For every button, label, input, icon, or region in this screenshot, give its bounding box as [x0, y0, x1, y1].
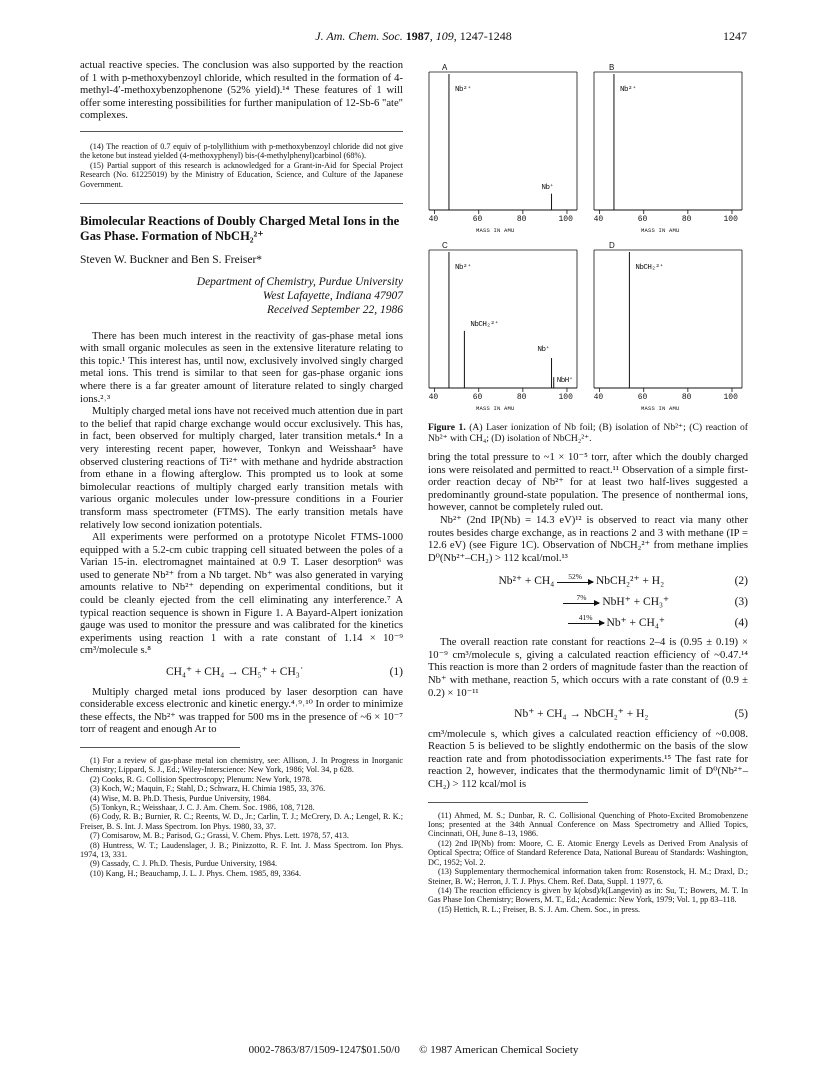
peak-label: Nb²⁺ — [454, 86, 471, 94]
reference-item: (15) Hettich, R. L.; Freiser, B. S. J. Am. Chem. Soc., in press. — [438, 904, 641, 914]
tick-label: 60 — [472, 215, 483, 224]
paragraph: All experiments were performed on a prototype Nicolet FTMS-1000 equipped with a 5.2-cm cubic trapping cell situated between the poles of a Varian 15-in. electromagnet maintained at 0.9 T. Laser desorption⁶ was used to generate Nb²⁺ from a Nb target. Nb⁺ was also generated in varying amounts relative to Nb²⁺ depending on experimental conditions, but it could be cleanly ejected from the cell eliminating any interference.⁷ A typical reaction sequence is shown in Figure 1. A Bayard-Alpert ionization gauge was used to monitor the pressure and was calibrated for the kinetics experiments using reaction 1 with a rate constant of 1.14 × 10⁻⁹ cm³/molecule s.⁸ — [80, 532, 403, 657]
equation-2: Nb²⁺ + CH₄ 52% NbCH₂²⁺ + H₂ (2) — [498, 572, 748, 588]
peak-label: NbH⁺ — [556, 377, 573, 386]
peak-label: Nb²⁺ — [619, 86, 636, 94]
tick-label: 100 — [558, 215, 573, 224]
spectrum-plot — [593, 60, 748, 230]
reference-item: (13) Supplementary thermochemical information taken from: Rosenstock, H. M.; Draxl, D.; Steiner, B. W.; Herron, J. T. J. Phys. Chem. Ref. Data, Suppl. 1 1977, 6. — [428, 867, 748, 886]
journal-citation: J. Am. Chem. Soc. 1987, 109, 1247-1248 — [315, 29, 512, 43]
paragraph: There has been much interest in the reactivity of gas-phase metal ions with small organic molecules as seen in the extensive literature relating to this topic.¹ This interest has, until now, exclusively involved singly charged metal ions. This trend is similar to that seen for gas-phase organic ions where there is a far greater amount of literature related to singly charged ions.²˒³ — [80, 330, 403, 405]
paragraph: Nb²⁺ (2nd IP(Nb) = 14.3 eV)¹² is observed to react via many other routes besides charge exchange, as in reactions 2 and 3 with methane (IP = 12.6 eV) (see Figure 1C). Observation of NbCH₂²⁺ from methane implies D⁰(Nb²⁺–CH₂) > 112 kcal/mol.¹³ — [428, 514, 748, 564]
spectrum-plot — [428, 60, 583, 230]
spectrum-panel-b — [593, 60, 748, 234]
authors: Steven W. Buckner and Ben S. Freiser* — [80, 254, 263, 266]
divider — [80, 131, 403, 132]
paragraph: cm³/molecule s, which gives a calculated reaction efficiency of ~0.008. Reaction 5 is believed to be slightly endothermic on the basis of the slow reaction rate and from photodissociation experiments.¹⁵ The fast rate for reaction 2, however, indicates that the thermodynamic limit of D⁰(Nb²⁺–CH₂) > 112 kcal/mol is — [428, 728, 748, 791]
tick-label: 60 — [472, 393, 483, 402]
equation-5: Nb⁺ + CH₄ → NbCH₂⁺ + H₂ (5) — [514, 708, 748, 721]
reference-item: (14) The reaction efficiency is given by k(obsd)/k(Langevin) as in: Su, T.; Bowers, M. T. In Gas Phase Ion Chemistry; Bowers, M. T., Ed.; Academic: New York, 1979; Vol. 1, pp 83–118. — [428, 885, 748, 905]
tick-label: 100 — [723, 215, 738, 224]
axis-title: MASS IN AMU — [641, 227, 680, 234]
paragraph: bring the total pressure to ~1 × 10⁻⁵ torr, after which the doubly charged ions were reisolated and permitted to react.¹¹ Observation of a simple first-order reaction decay of Nb²⁺ for at least two half-lives suggested a predominantly ground-state population. The presence of nonthermal ions, however, cannot be completely ruled out. — [428, 452, 748, 514]
reference-item: (11) Ahmed, M. S.; Dunbar, R. C. Collisional Quenching of Photo-Excited Bromobenzene Ions; presented at the 34th Annual Conference on Mass Spectrometry and Allied Topics, Cincinnati, OH, June 8–13, 1986. — [428, 810, 748, 839]
axis-title: MASS IN AMU — [476, 405, 515, 412]
spectrum-panel-c — [428, 238, 583, 412]
reference-item: (9) Cassady, C. J. Ph.D. Thesis, Purdue University, 1984. — [90, 859, 278, 869]
panel-tag: D — [609, 241, 615, 250]
reference-item: (8) Huntress, W. T.; Laudenslager, J. B.; Pinizzotto, R. F. Int. J. Mass Spectrom. Ion Phys. 1974, 13, 331. — [80, 840, 403, 860]
reference-item: (1) For a review of gas-phase metal ion chemistry, see: Allison, J. In Progress in Inorganic Chemistry; Lippard, S. J., Ed.; Wiley-Interscience: New York, 1986; Vol. 34, p 628. — [80, 756, 403, 775]
panel-tag: A — [442, 63, 448, 72]
reference-item: (5) Tonkyn, R.; Weisshaar, J. C. J. Am. Chem. Soc. 1986, 108, 7128. — [90, 803, 315, 813]
previous-article-text: actual reactive species. The conclusion was also supported by the reaction of 1 with p-methoxybenzoyl chloride, which resulted in the formation of 4-methyl-4′-methoxybenzophenone (52% yield).¹⁴ These features of 1 will offer some interesting possibilities for further manipulation of 12-Sb-6 "ate" complexes. — [80, 60, 403, 122]
peak-label: NbCH₂²⁺ — [635, 264, 664, 272]
tick-label: 80 — [681, 393, 692, 402]
paragraph: Multiply charged metal ions produced by laser desorption can have considerable excess electronic and kinetic energy.⁴˒⁹˒¹⁰ In order to minimize these effects, the Nb²⁺ was trapped for 500 ms in the presence of ~6 × 10⁻⁷ torr of reagent and enough Ar to — [80, 686, 403, 736]
equation-4: 41% Nb⁺ + CH₄⁺ (4) — [428, 617, 748, 630]
references — [428, 811, 748, 914]
footnote-divider — [428, 802, 588, 803]
reference-item: (6) Cody, R. B.; Burnier, R. C.; Reents, W. D., Jr.; Carlin, T. J.; McCrery, D. A.; Lengel, R. K.; Freiser, B. S. Int. J. Mass Spectrom. Ion Phys. 1980, 33, 37. — [80, 812, 403, 831]
axis-title: MASS IN AMU — [476, 227, 515, 234]
footnote-divider — [80, 747, 240, 748]
previous-footnote-15: (15) Partial support of this research is acknowledged for a Grant-in-Aid for Special Project Research (No. 61225019) by the Ministry of Education, Science, and Culture of the Japanese Government. — [80, 160, 403, 189]
divider — [80, 203, 403, 204]
reference-item: (4) Wise, M. B. Ph.D. Thesis, Purdue University, 1984. — [90, 793, 271, 803]
reference-item: (7) Comisarow, M. B.; Parisod, G.; Grassi, V. Chem. Phys. Lett. 1978, 57, 413. — [90, 831, 349, 841]
reference-item: (10) Kang, H.; Beauchamp, J. L. J. Phys. Chem. 1985, 89, 3364. — [90, 868, 302, 878]
tick-label: 60 — [637, 215, 648, 224]
figure-caption: Figure 1. (A) Laser ionization of Nb foil; (B) isolation of Nb²⁺; (C) reaction of Nb²⁺ with CH₄; (D) isolation of NbCH₂²⁺. — [428, 422, 748, 444]
reference-item: (12) 2nd IP(Nb) from: Moore, C. E. Atomic Energy Levels as Derived From Analysis of Optical Spectra; Office of Standard Reference Data, National Bureau of Standards: Washington, DC, 1952; Vol. 2. — [428, 838, 748, 867]
spectrum-plot — [593, 238, 748, 408]
axis-title: MASS IN AMU — [641, 405, 680, 412]
tick-label: 80 — [516, 393, 527, 402]
left-column — [80, 60, 403, 878]
copyright: © 1987 American Chemical Society — [419, 1044, 579, 1056]
paragraph: Multiply charged metal ions have not received much attention due in part to the belief that rapid charge exchange would occur exclusively. This has, in fact, been observed for multiply charged, later transition metals.⁴ In a very interesting recent paper, however, Tonkyn and Weisshaar⁵ have observed clustering reactions of Ti²⁺ with methane and hydride abstraction from ethane in a flowing afterglow. This prompted us to look at some bimolecular reactions of multiply charged early transition metals with various organic molecules under low-pressure conditions in a Fourier transform mass spectrometer (FTMS). The early transition metals have relatively low second ionization potentials. — [80, 406, 403, 531]
figure-1 — [428, 60, 748, 420]
equation-3: 7% NbH⁺ + CH₃⁺ (3) — [428, 596, 748, 609]
tick-label: 40 — [593, 393, 604, 402]
tick-label: 60 — [637, 393, 648, 402]
peak-label: Nb⁺ — [541, 183, 554, 192]
peak-label: Nb²⁺ — [454, 264, 471, 272]
tick-label: 40 — [428, 393, 439, 402]
equation-1: CH₄⁺ + CH₄ → CH₅⁺ + CH₃˙ (1) — [165, 666, 403, 679]
panel-tag: B — [609, 63, 615, 72]
right-column — [428, 60, 748, 914]
tick-label: 80 — [681, 215, 692, 224]
peak-label: Nb⁺ — [537, 346, 550, 355]
reference-item: (2) Cooks, R. G. Collision Spectroscopy; Plenum: New York, 1978. — [90, 774, 312, 784]
previous-footnote-14: (14) The reaction of 0.7 equiv of p-tolyllithium with p-methoxybenzoyl chloride did not give the ketone but instead yielded (4-methoxyphenyl) bis-(4-methylphenyl)carbinol (68%). — [80, 141, 403, 161]
page-number: 1247 — [723, 29, 747, 43]
spectrum-panel-d — [593, 238, 748, 412]
references — [80, 756, 403, 878]
tick-label: 40 — [593, 215, 604, 224]
tick-label: 80 — [516, 215, 527, 224]
reference-item: (3) Koch, W.; Maquin, F.; Stahl, D.; Schwarz, H. Chimia 1985, 33, 376. — [90, 784, 326, 794]
tick-label: 100 — [723, 393, 738, 402]
panel-tag: C — [442, 241, 448, 250]
peak-label: NbCH₂²⁺ — [470, 320, 499, 329]
article-title: Bimolecular Reactions of Doubly Charged Metal Ions in the Gas Phase. Formation of NbCH₂²⁺ — [80, 214, 400, 243]
spectrum-panel-a — [428, 60, 583, 234]
tick-label: 100 — [558, 393, 573, 402]
affiliation: Department of Chemistry, Purdue University West Lafayette, Indiana 47907 Received September 22, 1986 — [196, 275, 403, 316]
paragraph: The overall reaction rate constant for reactions 2–4 is (0.95 ± 0.19) × 10⁻⁹ cm³/molecule s, giving a calculated reaction efficiency of ~0.47.¹⁴ This reaction is more than 2 orders of magnitude faster than the reaction of Nb⁺ with methane, reaction 5, which occurs with a rate constant of (0.9 ± 0.2) × 10⁻¹¹ — [428, 637, 748, 699]
tick-label: 40 — [428, 215, 439, 224]
article-code: 0002-7863/87/1509-1247$01.50/0 — [248, 1044, 400, 1056]
page-footer — [80, 1044, 747, 1056]
